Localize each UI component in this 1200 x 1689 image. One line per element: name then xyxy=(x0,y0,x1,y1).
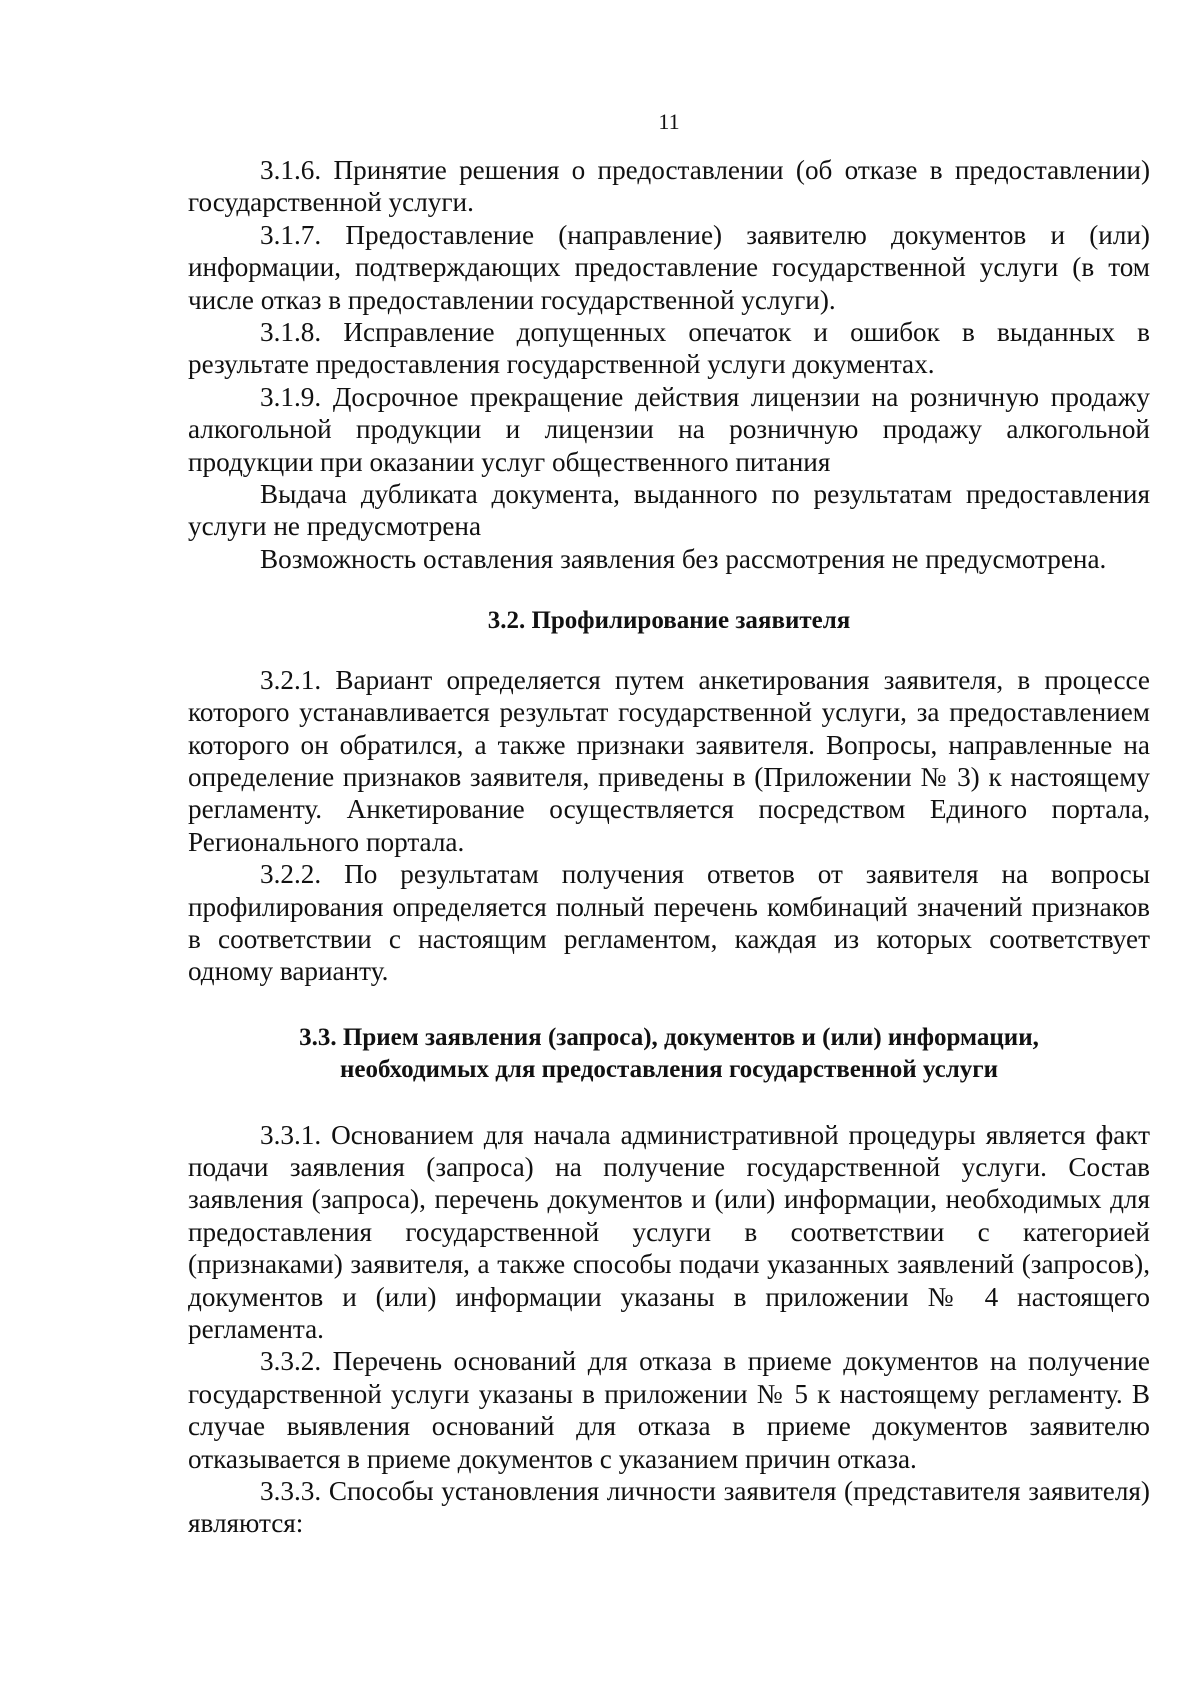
paragraph-3-1-7: 3.1.7. Предоставление (направление) заявителю документов и (или) информации, подтверждающих предоставление государственной услуги (в том числе отказ в предоставлении государственной услуги). xyxy=(188,219,1150,315)
paragraph-duplicate-note: Выдача дубликата документа, выданного по результатам предоставления услуги не предусмотрена xyxy=(188,479,1150,542)
paragraph-no-review-note: Возможность оставления заявления без рассмотрения не предусмотрена. xyxy=(260,543,1107,574)
paragraph-3-3-3: 3.3.3. Способы установления личности заявителя (представителя заявителя) являются: xyxy=(188,1476,1150,1539)
paragraph-3-1-8: 3.1.8. Исправление допущенных опечаток и ошибок в выданных в результате предоставления государственной услуги документах. xyxy=(188,317,1150,380)
section-heading-3-2: 3.2. Профилирование заявителя xyxy=(487,607,851,635)
paragraph-3-3-1: 3.3.1. Основанием для начала административной процедуры является факт подачи заявления (запроса) на получение государственной услуги. Состав заявления (запроса), перечень документов и (или) информации, необходимых для предоставления государственной услуги в соответствии с категорией (признаками) заявителя, а также способы подачи указанных заявлений (запросов), документов и (или) информации указаны в приложении № 4 настоящего регламента. xyxy=(188,1119,1150,1344)
section-heading-3-3 xyxy=(188,1022,1150,1087)
paragraph-3-3-2: 3.3.2. Перечень оснований для отказа в приеме документов на получение государственной услуги указаны в приложении № 5 к настоящему регламенту. В случае выявления оснований для отказа в приеме документов заявителю отказывается в приеме документов с указанием причин отказа. xyxy=(188,1346,1150,1474)
section-heading-3-3-line1: 3.3. Прием заявления (запроса), документов и (или) информации, xyxy=(299,1023,1039,1051)
document-page xyxy=(188,110,1150,1540)
paragraph-3-1-6: 3.1.6. Принятие решения о предоставлении (об отказе в предоставлении) государственной услуги. xyxy=(188,155,1150,218)
paragraph-3-2-2: 3.2.2. По результатам получения ответов от заявителя на вопросы профилирования определяется полный перечень комбинаций значений признаков в соответствии с настоящим регламентом, каждая из которых соответствует одному варианту. xyxy=(188,859,1150,987)
page-number: 11 xyxy=(658,109,680,134)
paragraph-3-1-9: 3.1.9. Досрочное прекращение действия лицензии на розничную продажу алкогольной продукции и лицензии на розничную продажу алкогольной продукции при оказании услуг общественного питания xyxy=(188,381,1150,477)
section-heading-3-3-line2: необходимых для предоставления государственной услуги xyxy=(340,1056,998,1084)
paragraph-3-2-1: 3.2.1. Вариант определяется путем анкетирования заявителя, в процессе которого устанавливается результат государственной услуги, за предоставлением которого он обратился, а также признаки заявителя. Вопросы, направленные на определение признаков заявителя, приведены в (Приложении № 3) к настоящему регламенту. Анкетирование осуществляется посредством Единого портала, Регионального портала. xyxy=(188,664,1150,857)
